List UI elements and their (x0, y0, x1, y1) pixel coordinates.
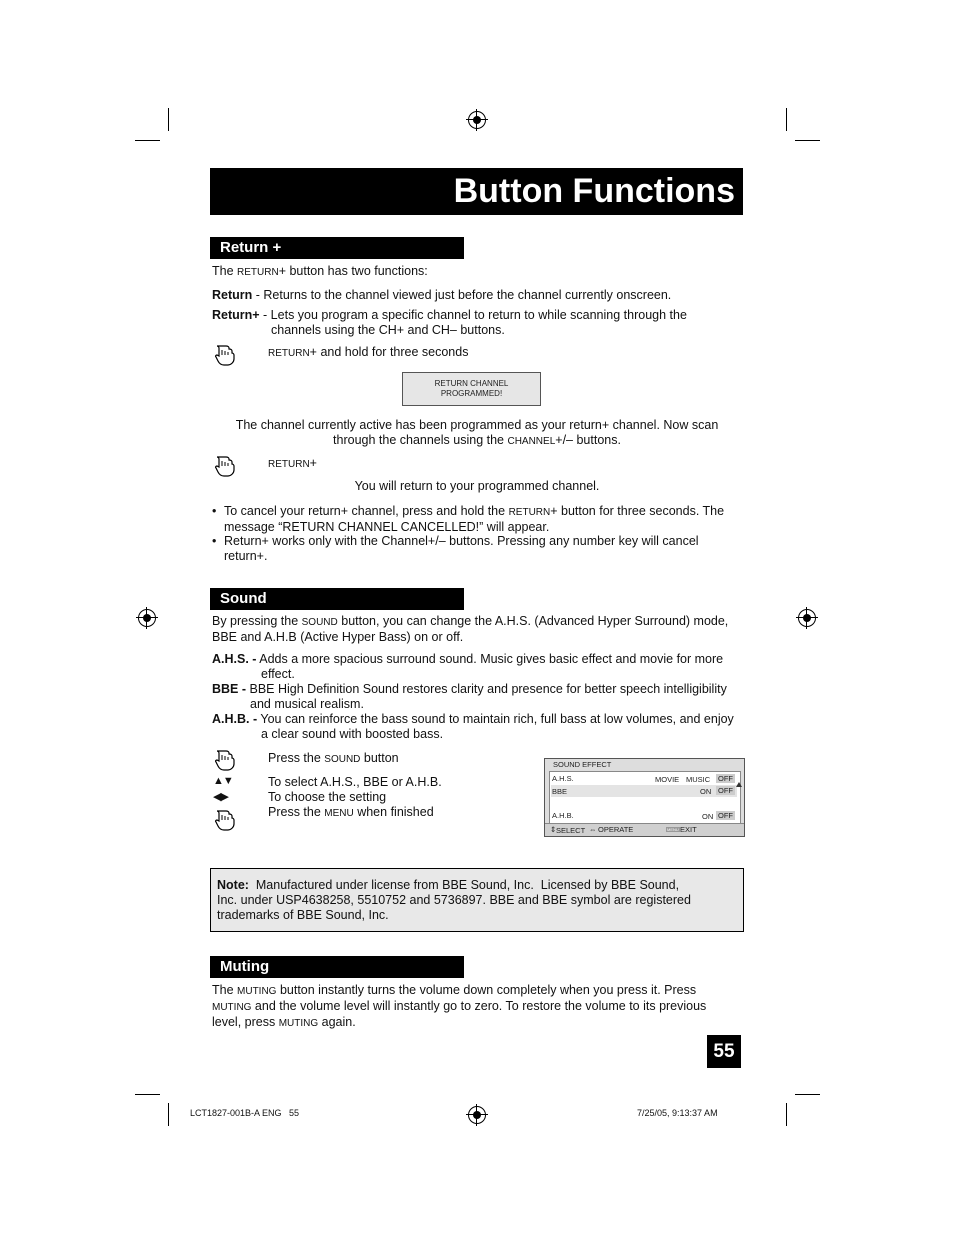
bullet-marker: • (212, 534, 217, 548)
osd-line: RETURN CHANNEL (434, 379, 509, 388)
menu-bbe-label: BBE (552, 787, 568, 796)
bbe-definition: BBE - BBE High Definition Sound restores clarity and presence for better speech intelligibility (212, 682, 727, 696)
menu-bbe-on: ON (700, 787, 712, 796)
crop-mark (795, 140, 820, 141)
ahs-definition: A.H.S. - Adds a more spacious surround sound. Music gives basic effect and movie for more (212, 652, 724, 666)
crop-mark (795, 1094, 820, 1095)
menu-ahs-off: OFF (718, 774, 733, 783)
return-step1: RETURN+ and hold for three seconds (268, 345, 469, 359)
menu-ahs-movie: MOVIE (655, 775, 680, 784)
up-down-small-icon: ⇕ (550, 825, 557, 834)
hand-press-icon (214, 454, 236, 477)
osd-line: PROGRAMMED! (440, 389, 503, 398)
menu-footer-select: SELECT (556, 826, 586, 835)
up-down-arrow-icon: ▲▼ (213, 775, 233, 787)
footer-file-info: LCT1827-001B-A ENG 55 (190, 1108, 300, 1118)
osd-return-programmed (402, 372, 541, 406)
page-number: 55 (707, 1035, 741, 1068)
hand-press-icon (214, 808, 236, 831)
crop-mark (168, 1103, 169, 1126)
menu-scroll-icon (736, 782, 742, 787)
sound-intro: By pressing the SOUND button, you can change the A.H.S. (Advanced Hyper Surround) mode, BBE and A.H.B (Active Hyper Bass) on or off. (212, 614, 729, 644)
sound-step2: To select A.H.S., BBE or A.H.B. (268, 775, 442, 789)
sound-effect-menu (544, 758, 745, 837)
note-line3: trademarks of BBE Sound, Inc. (217, 908, 389, 922)
ahb-definition: A.H.B. - You can reinforce the bass sound to maintain rich, full bass at low volumes, and enjoy (212, 712, 734, 726)
menu-ahs-label: A.H.S. (552, 774, 574, 783)
return-bullet-1: To cancel your return+ channel, press and hold the RETURN+ button for three seconds. The message “RETURN CHANNEL CANCELLED!” will appear. (224, 504, 725, 534)
return-step2-result: You will return to your programmed channel. (354, 479, 600, 493)
note-box (210, 868, 744, 932)
bullet-marker: • (212, 504, 217, 518)
menu-ahs-music: MUSIC (686, 775, 711, 784)
registration-mark-icon (468, 111, 486, 129)
crop-mark (786, 1103, 787, 1126)
registration-mark-icon (468, 1106, 486, 1124)
hand-press-icon (214, 343, 236, 366)
registration-mark-icon (138, 609, 156, 627)
menu-ahb-label: A.H.B. (552, 811, 574, 820)
menu-footer-exit: EXIT (680, 825, 697, 834)
crop-mark (135, 140, 160, 141)
menu-footer (545, 823, 744, 836)
sound-step3: To choose the setting (268, 790, 387, 804)
ahs-definition-cont: effect. (261, 667, 295, 681)
left-right-arrow-icon: ◀▶ (213, 791, 228, 803)
sound-step1: Press the SOUND button (268, 751, 399, 765)
return-bullet-2: Return+ works only with the Channel+/– buttons. Pressing any number key will cancel return+. (224, 534, 699, 563)
return-intro: The RETURN+ button has two functions: (212, 264, 428, 278)
registration-mark-icon (798, 609, 816, 627)
return-step2: RETURN+ (268, 456, 317, 470)
section-header-return: Return + (210, 237, 464, 259)
page-title: Button Functions (453, 172, 735, 210)
return-programmed-para: The channel currently active has been programmed as your return+ channel. Now scan through the channels using the CHANNEL+/– buttons. (235, 418, 719, 447)
returnplus-definition: Return+ - Lets you program a specific channel to return to while scanning through the (212, 308, 687, 322)
section-header-muting: Muting (210, 956, 464, 978)
menu-ahb-on: ON (702, 812, 714, 821)
bbe-definition-cont: and musical realism. (250, 697, 364, 711)
note-line1: Note: Manufactured under license from BBE Sound, Inc. Licensed by BBE Sound, (217, 878, 680, 892)
ahb-definition-cont: a clear sound with boosted bass. (261, 727, 444, 741)
menu-title: SOUND EFFECT (553, 760, 612, 769)
left-right-small-icon: ⇔ (589, 825, 597, 834)
note-line2: Inc. under USP4638258, 5510752 and 5736897. BBE and BBE symbol are registered (217, 893, 691, 907)
hand-press-icon (214, 748, 236, 771)
crop-mark (168, 108, 169, 131)
menu-ahb-off: OFF (718, 811, 733, 820)
page-title-bar (210, 168, 743, 215)
menu-key-icon: MENU (667, 827, 679, 832)
muting-description: The MUTING button instantly turns the volume down completely when you press it. Press MUTING and the volume level will instantly go to zero. To restore the volume to its previous level, press MUTING again. (212, 983, 707, 1029)
crop-mark (786, 108, 787, 131)
return-definition: Return - Returns to the channel viewed just before the channel currently onscreen. (212, 288, 672, 302)
sound-step4: Press the MENU when finished (268, 805, 434, 819)
crop-mark (135, 1094, 160, 1095)
section-header-sound: Sound (210, 588, 464, 610)
footer-timestamp: 7/25/05, 9:13:37 AM (637, 1108, 718, 1118)
menu-bbe-off: OFF (718, 786, 733, 795)
returnplus-definition-cont: channels using the CH+ and CH– buttons. (271, 323, 505, 337)
menu-footer-operate: OPERATE (598, 825, 634, 834)
